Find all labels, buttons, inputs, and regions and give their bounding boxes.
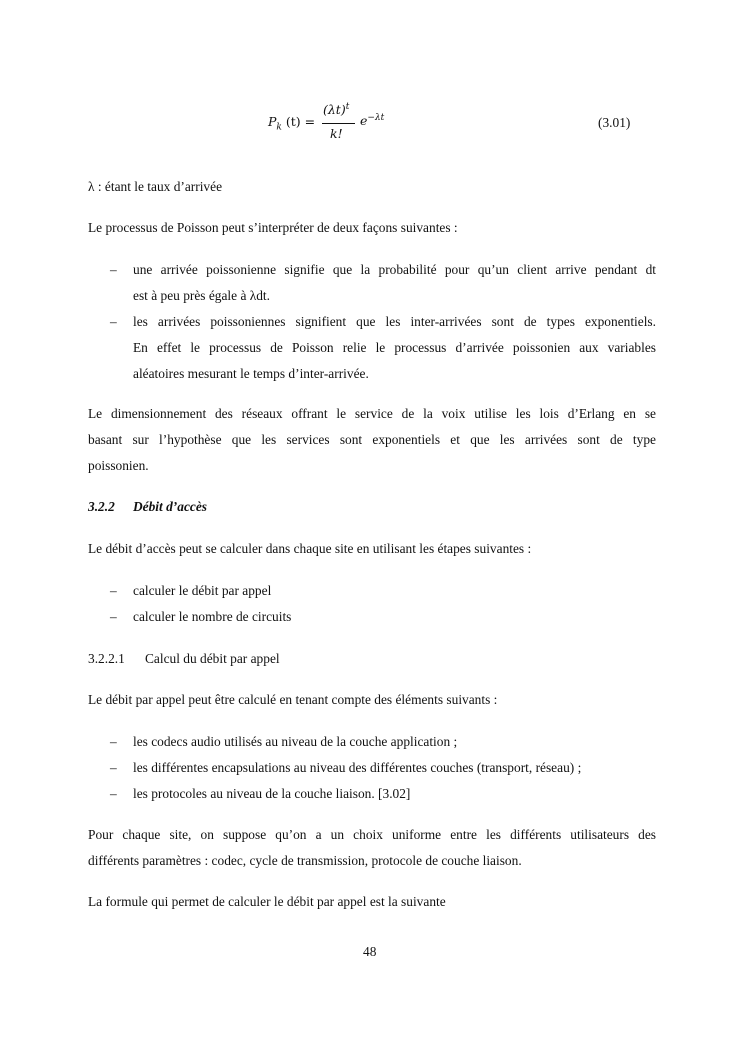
paragraph-line: basant sur l’hypothèse que les services sont exponentiels et que les arrivées sont de type: [88, 432, 656, 447]
list-bullet: –: [110, 760, 117, 775]
section-intro: Le débit d’accès peut se calculer dans chaque site en utilisant les étapes suivantes :: [88, 541, 532, 556]
list-bullet: –: [110, 314, 117, 329]
formula-exponential: $e^{-\lambda t}$: [360, 113, 385, 129]
formula-lhs: $P_k$ (t) =: [268, 114, 316, 133]
list-bullet: –: [110, 786, 117, 801]
list-bullet: –: [110, 262, 117, 277]
subsection-title: Calcul du débit par appel: [145, 651, 280, 666]
list-item-continuation: aléatoires mesurant le temps d’inter-arrivée.: [133, 366, 369, 381]
formula-denominator: k!: [330, 126, 343, 141]
section-number: 3.2.2: [88, 499, 115, 514]
section-title: Débit d’accès: [133, 499, 207, 514]
poisson-intro: Le processus de Poisson peut s’interpréter de deux façons suivantes :: [88, 220, 458, 235]
lambda-definition: λ : étant le taux d’arrivée: [88, 179, 223, 194]
formula-numerator: $(\lambda t)^t$: [323, 102, 350, 118]
list-item-continuation: En effet le processus de Poisson relie le processus d’arrivée poissonien aux variables: [133, 340, 656, 355]
paragraph-line: Pour chaque site, on suppose qu’on a un choix uniforme entre les différents utilisateurs des: [88, 827, 656, 842]
list-bullet: –: [110, 734, 117, 749]
subsection-intro: Le débit par appel peut être calculé en tenant compte des éléments suivants :: [88, 692, 498, 707]
paragraph-line: Le dimensionnement des réseaux offrant le service de la voix utilise les lois d’Erlang en se: [88, 406, 656, 421]
formula-intro: La formule qui permet de calculer le débit par appel est la suivante: [88, 894, 446, 909]
equation-number: (3.01): [598, 115, 631, 130]
subsection-number: 3.2.2.1: [88, 651, 125, 666]
fraction-bar: [322, 123, 355, 124]
page-number: 48: [363, 944, 377, 959]
paragraph-line: poissonien.: [88, 458, 149, 473]
list-item: calculer le débit par appel: [133, 583, 272, 598]
list-bullet: –: [110, 583, 117, 598]
list-item: une arrivée poissonienne signifie que la probabilité pour qu’un client arrive pendant dt: [133, 262, 656, 277]
list-bullet: –: [110, 609, 117, 624]
list-item: les codecs audio utilisés au niveau de la couche application ;: [133, 734, 458, 749]
list-item: les différentes encapsulations au niveau des différentes couches (transport, réseau) ;: [133, 760, 582, 775]
list-item-continuation: est à peu près égale à λdt.: [133, 288, 270, 303]
paragraph-line: différents paramètres : codec, cycle de transmission, protocole de couche liaison.: [88, 853, 522, 868]
list-item: calculer le nombre de circuits: [133, 609, 292, 624]
list-item: les arrivées poissoniennes signifient que les inter-arrivées sont de types exponentiels.: [133, 314, 656, 329]
list-item: les protocoles au niveau de la couche liaison. [3.02]: [133, 786, 411, 801]
